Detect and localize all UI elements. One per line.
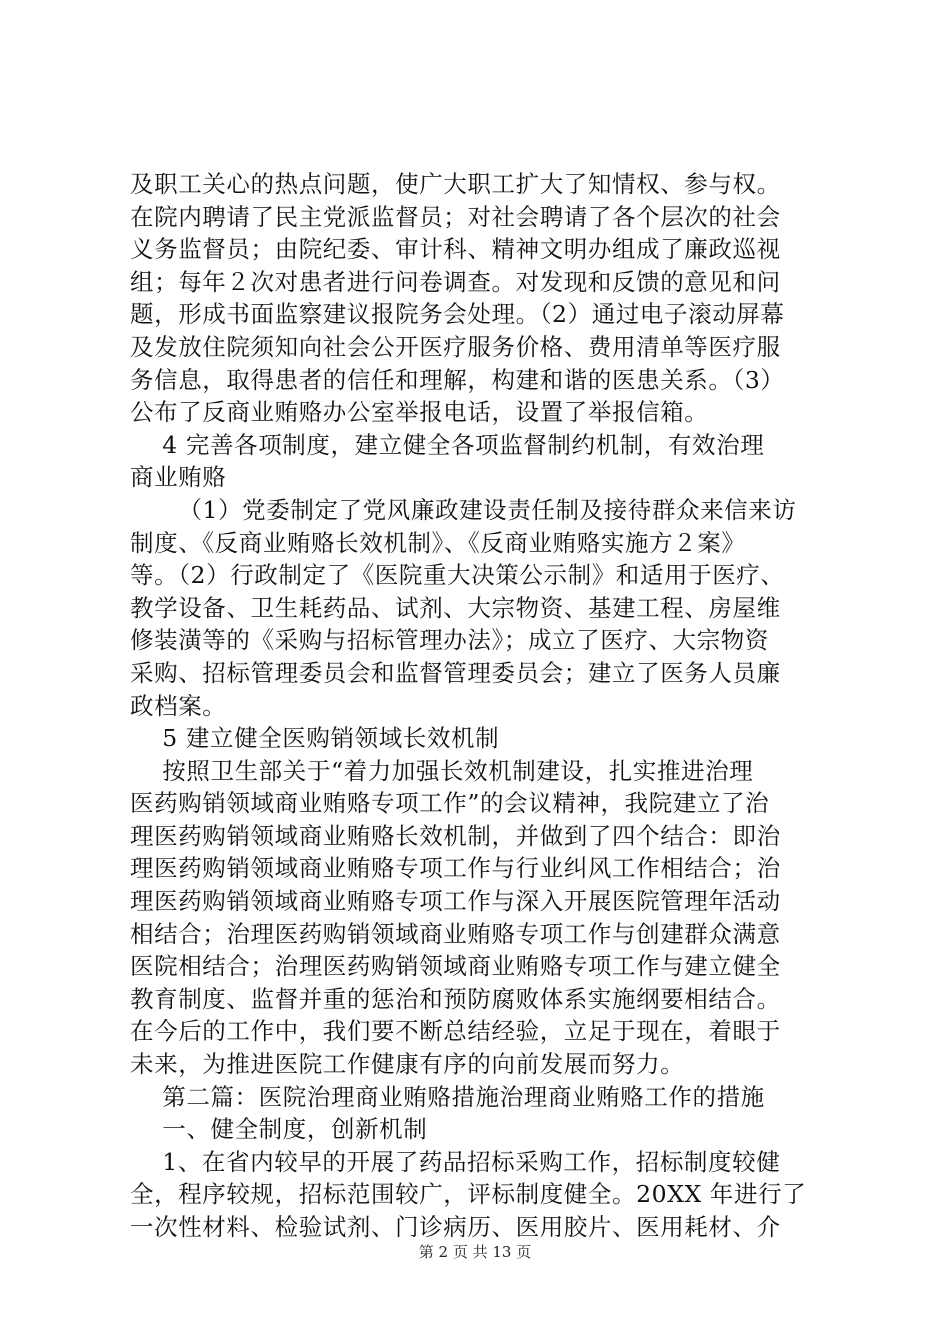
text-line: 及职工关心的热点问题，使广大职工扩大了知情权、参与权。 — [130, 170, 781, 198]
text-line: 公布了反商业贿赂办公室举报电话，设置了举报信箱。 — [130, 398, 709, 427]
text-line: 第二篇：医院治理商业贿赂措施治理商业贿赂工作的措施 — [130, 1082, 765, 1111]
text-line: 教育制度、监督并重的惩治和预防腐败体系实施纲要相结合。 — [130, 984, 781, 1013]
text-line: 组；每年２次对患者进行问卷调查。对发现和反馈的意见和问 — [130, 267, 781, 296]
text-line: 义务监督员；由院纪委、审计科、精神文明办组成了廉政巡视 — [130, 235, 781, 264]
text-line: 政档案。 — [130, 691, 227, 720]
text-line: 修装潢等的《采购与招标管理办法》；成立了医疗、大宗物资 — [130, 626, 769, 655]
page-footer: 第 2 页 共 13 页 — [418, 1243, 532, 1261]
text-line: 一、健全制度，创新机制 — [130, 1115, 428, 1144]
text-line: 医药购销领域商业贿赂专项工作”的会议精神，我院建立了治 — [130, 789, 770, 818]
text-line: 按照卫生部关于“着力加强长效机制建设，扎实推进治理 — [130, 756, 754, 785]
text-line: 题，形成书面监察建议报院务会处理。（2）通过电子滚动屏幕 — [130, 300, 785, 329]
text-line: 全，程序较规，招标范围较广，评标制度健全。20XX 年进行了 — [130, 1180, 807, 1209]
text-line: 理医药购销领域商业贿赂专项工作与行业纠风工作相结合；治 — [130, 854, 781, 883]
text-line: 5 建立健全医购销领域长效机制 — [130, 724, 500, 753]
text-line: 4 完善各项制度，建立健全各项监督制约机制，有效治理 — [130, 430, 765, 459]
text-line: 等。（2）行政制定了《医院重大决策公示制》和适用于医疗、 — [130, 561, 785, 590]
text-line: 在今后的工作中，我们要不断总结经验，立足于现在，着眼于 — [130, 1017, 781, 1046]
text-line: 未来，为推进医院工作健康有序的向前发展而努力。 — [130, 1050, 685, 1079]
text-line: 采购、招标管理委员会和监督管理委员会；建立了医务人员廉 — [130, 658, 781, 687]
text-line: 务信息，取得患者的信任和理解，构建和谐的医患关系。（3） — [130, 365, 785, 394]
text-line: （1）党委制定了党风廉政建设责任制及接待群众来信来访 — [130, 495, 797, 524]
text-line: 商业贿赂 — [130, 463, 227, 492]
text-line: 制度、《反商业贿赂长效机制》、《反商业贿赂实施方２案》 — [130, 528, 746, 557]
text-line: 一次性材料、检验试剂、门诊病历、医用胶片、医用耗材、介 — [130, 1213, 781, 1241]
document-body — [130, 168, 830, 1244]
text-line: 及发放住院须知向社会公开医疗服务价格、费用清单等医疗服 — [130, 332, 781, 361]
text-line: 1、在省内较早的开展了药品招标采购工作，招标制度较健 — [130, 1147, 781, 1176]
text-line: 教学设备、卫生耗药品、试剂、大宗物资、基建工程、房屋维 — [130, 593, 781, 622]
text-line: 医院相结合；治理医药购销领域商业贿赂专项工作与建立健全 — [130, 952, 781, 981]
text-line: 在院内聘请了民主党派监督员；对社会聘请了各个层次的社会 — [130, 202, 781, 231]
text-line: 理医药购销领域商业贿赂长效机制，并做到了四个结合：即治 — [130, 821, 781, 850]
text-line: 相结合；治理医药购销领域商业贿赂专项工作与创建群众满意 — [130, 919, 781, 948]
text-line: 理医药购销领域商业贿赂专项工作与深入开展医院管理年活动 — [130, 887, 781, 916]
